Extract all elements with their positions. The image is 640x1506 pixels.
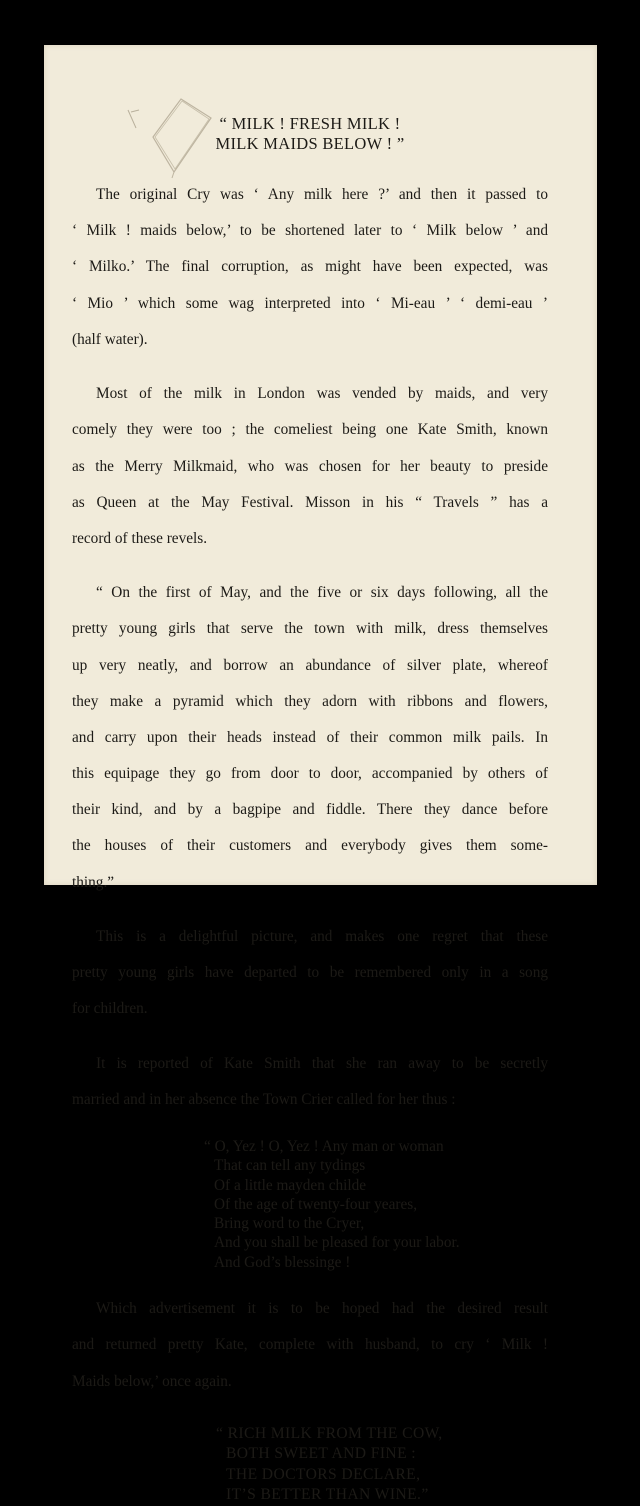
text-line: married and in her absence the Town Crier called for her thus : <box>72 1090 456 1108</box>
text-line: “ On the first of May, and the five or six days following, all the <box>96 584 548 602</box>
rhyme-line: “ RICH MILK FROM THE COW, <box>216 1424 443 1442</box>
paragraph-3-quotation <box>72 566 548 910</box>
text-line: comely they were too ; the comeliest being one Kate Smith, known <box>72 421 548 439</box>
text-line: ‘ Milk ! maids below,’ to be shortened later to ‘ Milk below ’ and <box>72 222 548 240</box>
title-line-1: “ MILK ! FRESH MILK ! <box>219 114 401 133</box>
verse-line: Of the age of twenty-four yeares, <box>214 1195 418 1213</box>
text-line: and carry upon their heads instead of their common milk pails. In <box>72 728 548 746</box>
paragraph-4 <box>72 910 548 1037</box>
rhyme-line: BOTH SWEET AND FINE : <box>226 1445 417 1463</box>
text-line: pretty young girls that serve the town with milk, dress themselves <box>72 620 548 638</box>
paragraph-2 <box>72 367 548 566</box>
text-line: thing.” <box>72 873 115 891</box>
title-line-2: MILK MAIDS BELOW ! ” <box>215 134 405 153</box>
rhyme-line: THE DOCTORS DECLARE, <box>226 1465 421 1483</box>
paragraph-1 <box>72 168 548 367</box>
text-line: this equipage they go from door to door, accompanied by others of <box>72 765 548 783</box>
verse-line: “ O, Yez ! O, Yez ! Any man or woman <box>204 1137 444 1155</box>
text-line: up very neatly, and borrow an abundance of silver plate, whereof <box>72 656 548 674</box>
text-line: Which advertisement it is to be hoped had the desired result <box>96 1300 548 1318</box>
verse-line: And God’s blessinge ! <box>214 1253 351 1271</box>
text-line: This is a delightful picture, and makes one regret that these <box>96 927 548 945</box>
text-line: The original Cry was ‘ Any milk here ?’ and then it passed to <box>96 186 548 204</box>
paragraph-5 <box>72 1037 548 1127</box>
text-line: Most of the milk in London was vended by maids, and very <box>96 385 548 403</box>
text-line: they make a pyramid which they adorn with ribbons and flowers, <box>72 692 548 710</box>
text-line: (half water). <box>72 330 148 348</box>
verse-line: Bring word to the Cryer, <box>214 1215 365 1233</box>
milk-rhyme <box>216 1424 548 1506</box>
verse-line: And you shall be pleased for your labor. <box>214 1234 460 1252</box>
text-line: for children. <box>72 1000 148 1018</box>
text-line: and returned pretty Kate, complete with husband, to cry ‘ Milk ! <box>72 1336 548 1354</box>
town-crier-verse <box>204 1137 548 1272</box>
text-line: pretty young girls have departed to be remembered only in a song <box>72 964 548 982</box>
article-body <box>72 99 548 1506</box>
rhyme-line: IT’S BETTER THAN WINE.” <box>226 1486 429 1504</box>
paper-sheet <box>44 45 597 1504</box>
verse-line: That can tell any tydings <box>214 1157 366 1175</box>
verse-line: Of a little mayden childe <box>214 1176 367 1194</box>
text-line: It is reported of Kate Smith that she ran away to be secretly <box>96 1054 548 1072</box>
text-line: ‘ Mio ’ which some wag interpreted into ‘ Mi-eau ’ ‘ demi-eau ’ <box>72 294 548 312</box>
closing-paragraph <box>72 1282 548 1409</box>
article-title <box>72 114 548 154</box>
text-line: as the Merry Milkmaid, who was chosen for her beauty to preside <box>72 457 548 475</box>
text-line: as Queen at the May Festival. Misson in his “ Travels ” has a <box>72 493 548 511</box>
text-line: the houses of their customers and everybody gives them some- <box>72 837 548 855</box>
text-line: their kind, and by a bagpipe and fiddle. There they dance before <box>72 801 548 819</box>
text-line: record of these revels. <box>72 529 208 547</box>
text-line: ‘ Milko.’ The final corruption, as might have been expected, was <box>72 258 548 276</box>
text-line: Maids below,’ once again. <box>72 1372 232 1390</box>
